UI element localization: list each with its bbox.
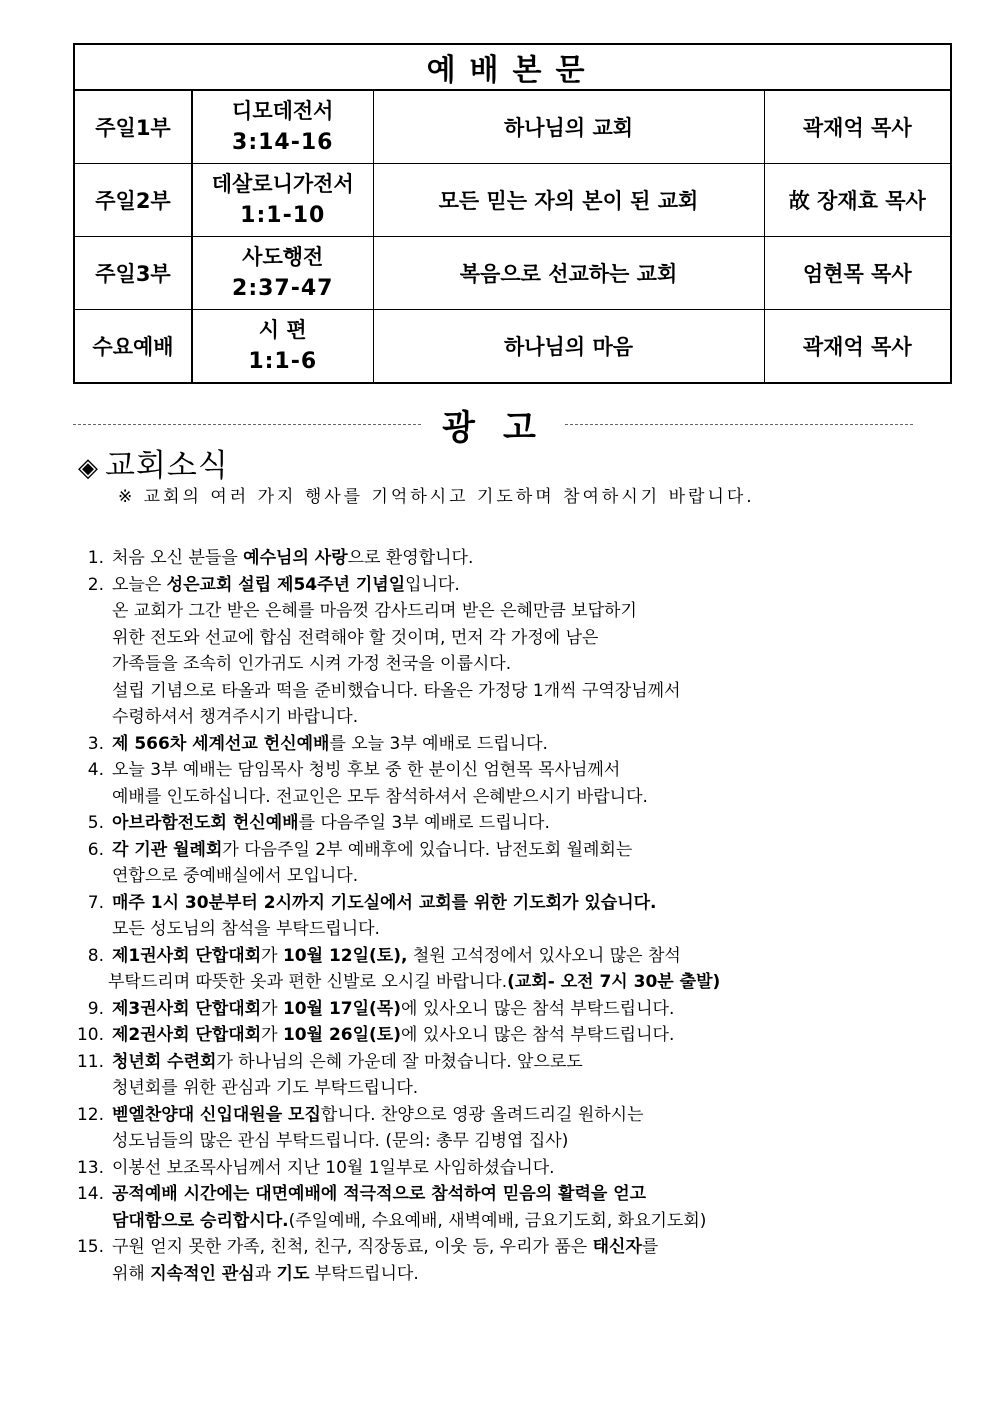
item-highlight: 담대함으로 승리합시다.: [112, 1210, 289, 1231]
sermon-title: 하나님의 교회: [373, 90, 764, 164]
item-text: 에 있사오니 많은 참석 부탁드립니다.: [401, 998, 675, 1019]
divider-line-left: [73, 424, 421, 425]
item-number: 3.: [87, 733, 104, 754]
service-name: 주일3부: [74, 237, 192, 310]
list-item: [72, 810, 772, 837]
item-text: 가 하나님의 은혜 가운데 잘 마쳤습니다. 앞으로도: [216, 1051, 583, 1072]
scripture: [192, 310, 373, 384]
item-text: 부탁드립니다.: [309, 1263, 419, 1284]
item-highlight: 아브라함전도회 헌신예배: [112, 813, 299, 833]
item-line: 가족들을 조속히 인가귀도 시켜 가정 천국을 이룹시다.: [112, 654, 512, 674]
item-highlight: 벧엘찬양대 신입대원을 모집: [112, 1104, 321, 1125]
item-highlight: (교회- 오전 7시 30분 출발): [507, 972, 721, 992]
item-date: 10월 12일(토),: [282, 945, 408, 966]
item-highlight: 매주 1시 30분부터 2시까지 기도실에서 교회를 위한 기도회가 있습니다.: [112, 892, 657, 913]
item-highlight: 태신자: [592, 1237, 642, 1257]
item-text: 가: [261, 945, 283, 966]
item-text: 과: [254, 1263, 277, 1284]
service-name: 수요예배: [74, 310, 192, 384]
item-highlight: 공적예배 시간에는 대면예배에 적극적으로 참석하여 믿음의 활력을 얻고: [112, 1184, 647, 1204]
list-item: [72, 1181, 772, 1234]
item-highlight: 제 566차 세계선교 헌신예배: [112, 733, 330, 754]
list-item: [72, 731, 772, 758]
item-text: 를: [641, 1237, 659, 1257]
preacher: 곽재억 목사: [764, 310, 951, 384]
list-item: [72, 1234, 772, 1287]
item-text: 오늘 3부 예배는 담임목사 청빙 후보 중 한 분이신 엄현목 목사님께서: [112, 760, 621, 780]
item-text: 가: [261, 1025, 283, 1045]
list-item: [72, 757, 772, 810]
scripture-book: 디모데전서: [232, 99, 334, 123]
scripture-ref: 3:14-16: [232, 130, 334, 155]
scripture-book: 시 편: [258, 318, 307, 342]
scripture-ref: 1:1-10: [240, 203, 326, 228]
item-number: 11.: [76, 1051, 104, 1072]
list-item: [72, 545, 772, 572]
list-item: [72, 890, 772, 943]
item-line: 설립 기념으로 타올과 떡을 준비했습니다. 타올은 가정당 1개씩 구역장님께서: [112, 680, 681, 701]
item-text: 철원 고석정에서 있사오니 많은 참석: [407, 945, 681, 966]
section-heading: [78, 440, 229, 485]
item-text: 부탁드리며 따뜻한 옷과 편한 신발로 오시길 바랍니다.: [108, 972, 508, 992]
list-item: [72, 1022, 772, 1049]
sermon-row: [74, 164, 951, 237]
diamond-bullet-icon: ◈: [78, 453, 99, 483]
item-line: 예배를 인도하십니다. 전교인은 모두 참석하셔서 은혜받으시기 바랍니다.: [112, 786, 648, 807]
service-name: 주일1부: [74, 90, 192, 164]
item-date: 10월 17일(목): [282, 998, 401, 1019]
item-line: 성도님들의 많은 관심 부탁드립니다. (문의: 총무 김병엽 집사): [112, 1131, 569, 1151]
item-text: 처음 오신 분들을: [112, 548, 244, 568]
item-line: 연합으로 중예배실에서 모입니다.: [112, 866, 359, 886]
item-text: 를 오늘 3부 예배로 드립니다.: [329, 733, 548, 754]
item-text: 구원 얻지 못한 가족, 친척, 친구, 직장동료, 이웃 등, 우리가 품은: [112, 1237, 593, 1257]
item-text: (주일예배, 수요예배, 새벽예배, 금요기도회, 화요기도회): [288, 1210, 707, 1231]
item-highlight: 성은교회 설립 제54주년 기념일: [166, 574, 406, 595]
section-note: ※ 교회의 여러 가지 행사를 기억하시고 기도하며 참여하시기 바랍니다.: [118, 487, 755, 507]
list-item: [72, 1049, 772, 1102]
section-title: 교회소식: [105, 448, 229, 484]
item-date: 10월 26일(토): [282, 1025, 401, 1045]
item-line: 수령하셔서 챙겨주시기 바랍니다.: [112, 707, 359, 727]
item-highlight: 제3권사회 단합대회: [112, 998, 262, 1019]
item-number: 14.: [76, 1184, 104, 1204]
item-text: 합니다. 찬양으로 영광 올려드리길 원하시는: [320, 1104, 644, 1125]
item-text: 가 다음주일 2부 예배후에 있습니다. 남전도회 월례회는: [222, 839, 633, 860]
item-number: 5.: [87, 813, 104, 833]
item-highlight: 기도: [276, 1263, 310, 1284]
item-highlight: 각 기관 월례회: [112, 839, 223, 860]
item-highlight: 제1권사회 단합대회: [112, 945, 262, 966]
item-number: 13.: [76, 1157, 104, 1178]
item-text: 으로 환영합니다.: [347, 548, 474, 568]
sermon-title: 모든 믿는 자의 본이 된 교회: [373, 164, 764, 237]
preacher: 故 장재효 목사: [764, 164, 951, 237]
item-number: 1.: [87, 548, 104, 568]
scripture-book: 데살로니가전서: [211, 172, 354, 196]
item-number: 6.: [87, 839, 104, 860]
preacher: 엄현목 목사: [764, 237, 951, 310]
item-number: 12.: [76, 1104, 104, 1125]
scripture-ref: 2:37-47: [232, 276, 334, 301]
sermon-title: 하나님의 마음: [373, 310, 764, 384]
item-number: 10.: [76, 1025, 104, 1045]
sermon-row: [74, 310, 951, 384]
sermon-row: [74, 90, 951, 164]
item-highlight: 예수님의 사랑: [243, 548, 348, 568]
service-name: 주일2부: [74, 164, 192, 237]
item-highlight: 지속적인 관심: [150, 1263, 255, 1284]
item-line: 청년회를 위한 관심과 기도 부탁드립니다.: [112, 1078, 419, 1098]
item-number: 7.: [87, 892, 104, 913]
item-text: 이봉선 보조목사님께서 지난 10월 1일부로 사임하셨습니다.: [112, 1157, 555, 1178]
item-text: 오늘은: [112, 574, 167, 595]
list-item: [72, 1102, 772, 1155]
sermon-title: 복음으로 선교하는 교회: [373, 237, 764, 310]
scripture-ref: 1:1-6: [248, 349, 318, 374]
sermon-table-title: 예배본문: [74, 44, 951, 90]
item-text: 위해: [112, 1263, 151, 1284]
item-number: 4.: [87, 760, 104, 780]
scripture-book: 사도행전: [242, 245, 324, 269]
item-number: 2.: [87, 574, 104, 595]
scripture: [192, 164, 373, 237]
preacher: 곽재억 목사: [764, 90, 951, 164]
list-item: [72, 996, 772, 1023]
sermon-table: [73, 43, 952, 384]
divider-line-right: [565, 424, 913, 425]
scripture: [192, 237, 373, 310]
list-item: [72, 572, 772, 731]
item-highlight: 제2권사회 단합대회: [112, 1025, 262, 1045]
sermon-table-header: [74, 44, 951, 90]
item-number: 15.: [76, 1237, 104, 1257]
item-line: 모든 성도님의 참석을 부탁드립니다.: [112, 919, 380, 939]
item-number: 9.: [87, 998, 104, 1019]
item-line: 온 교회가 그간 받은 은혜를 마음껏 감사드리며 받은 은혜만큼 보답하기: [112, 601, 637, 621]
item-number: 8.: [87, 945, 104, 966]
scripture: [192, 90, 373, 164]
item-line: 위한 전도와 선교에 합심 전력해야 할 것이며, 먼저 각 가정에 남은: [112, 627, 599, 648]
list-item: [72, 837, 772, 890]
sermon-row: [74, 237, 951, 310]
ad-divider: [73, 400, 913, 448]
item-text: 입니다.: [405, 574, 460, 595]
item-text: 가: [261, 998, 283, 1019]
ad-title: 광고: [442, 408, 564, 448]
item-text: 를 다음주일 3부 예배로 드립니다.: [298, 813, 550, 833]
list-item: [72, 1155, 772, 1182]
news-list: [72, 545, 772, 1287]
list-item: [72, 943, 772, 996]
item-text: 에 있사오니 많은 참석 부탁드립니다.: [401, 1025, 675, 1045]
item-highlight: 청년회 수련회: [112, 1051, 217, 1072]
